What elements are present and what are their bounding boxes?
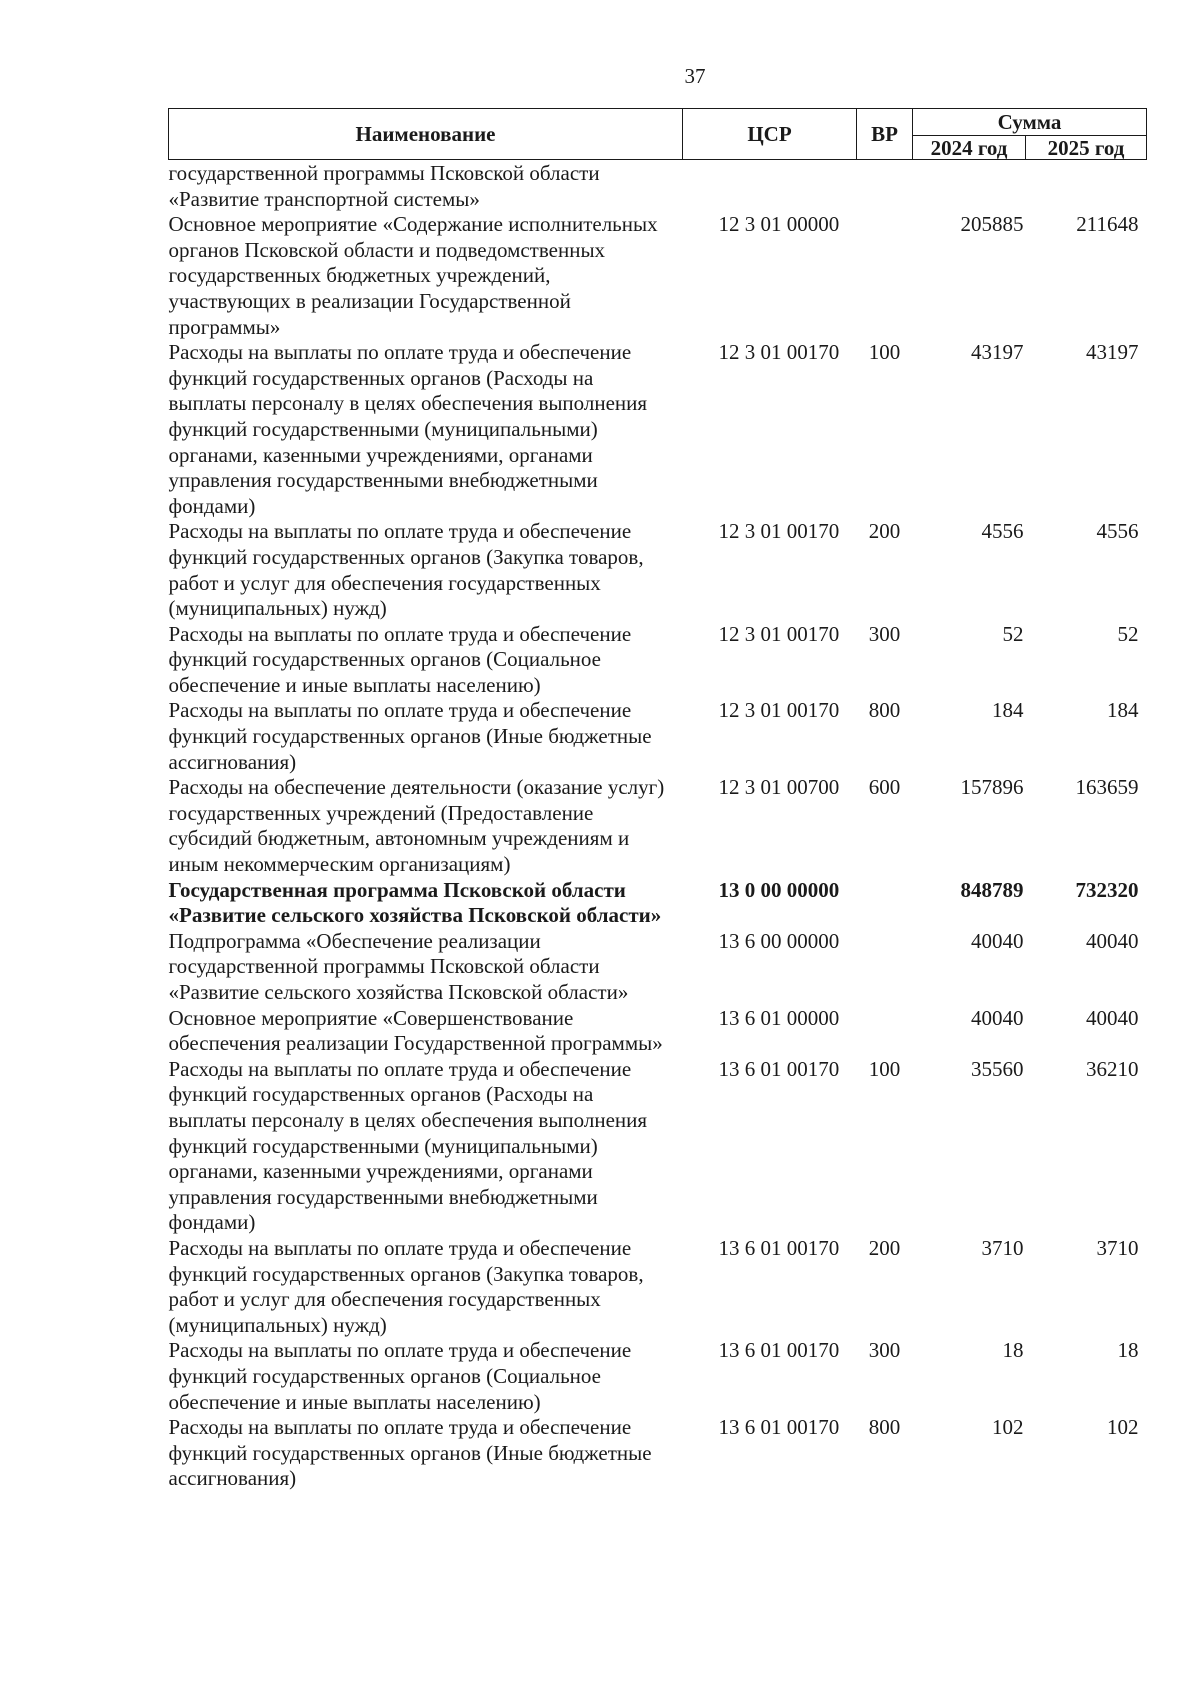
row-csr-code: 12 3 01 00000 bbox=[718, 212, 840, 237]
row-vr-code bbox=[857, 1006, 913, 1057]
row-amount-2025: 40040 bbox=[1086, 928, 1139, 953]
row-name: Основное мероприятие «Совершенствование обеспечения реализации Государственной программы» bbox=[168, 1005, 663, 1056]
row-vr-code bbox=[857, 160, 913, 213]
row-amount-2024: 184 bbox=[992, 698, 1024, 723]
budget-table bbox=[168, 108, 1147, 1492]
row-csr-code: 13 6 01 00000 bbox=[718, 1005, 840, 1030]
table-row bbox=[169, 212, 1147, 340]
table-row bbox=[169, 929, 1147, 1006]
table-body bbox=[169, 160, 1147, 1492]
row-csr-code: 13 6 01 00170 bbox=[718, 1338, 840, 1363]
table-row bbox=[169, 775, 1147, 877]
header-vr: ВР bbox=[857, 109, 913, 160]
row-amount-2025: 3710 bbox=[1096, 1235, 1139, 1260]
header-csr: ЦСР bbox=[683, 109, 857, 160]
row-vr-code: 200 bbox=[868, 519, 901, 544]
row-vr-code: 100 bbox=[868, 1056, 901, 1081]
row-amount-2024: 157896 bbox=[960, 775, 1024, 800]
row-vr-code: 600 bbox=[868, 775, 901, 800]
row-csr-code: 13 0 00 00000 bbox=[718, 877, 840, 902]
row-name: Расходы на выплаты по оплате труда и обеспечение функций государственных органов (Иные бюджетные ассигнования) bbox=[168, 698, 652, 774]
row-amount-2024: 848789 bbox=[960, 877, 1024, 902]
row-amount-2024: 18 bbox=[1002, 1338, 1024, 1363]
row-amount-2025: 40040 bbox=[1086, 1005, 1139, 1030]
row-amount-2024: 4556 bbox=[981, 519, 1024, 544]
row-amount-2024 bbox=[913, 160, 1026, 213]
row-name: Подпрограмма «Обеспечение реализации государственной программы Псковской области «Развитие сельского хозяйства Псковской области» bbox=[168, 928, 629, 1004]
header-name: Наименование bbox=[169, 109, 683, 160]
header-year-2025: 2025 год bbox=[1026, 136, 1147, 160]
row-amount-2024: 43197 bbox=[971, 340, 1024, 365]
row-amount-2025: 163659 bbox=[1075, 775, 1139, 800]
row-vr-code: 800 bbox=[868, 698, 901, 723]
row-csr-code: 12 3 01 00700 bbox=[718, 775, 840, 800]
row-name: Расходы на обеспечение деятельности (оказание услуг) государственных учреждений (Предоставление субсидий бюджетным, автономным учреждениям и иным некоммерческим организациям) bbox=[168, 775, 665, 877]
table-row bbox=[169, 160, 1147, 213]
table-row bbox=[169, 1057, 1147, 1236]
row-amount-2024: 102 bbox=[992, 1415, 1024, 1440]
table-row bbox=[169, 1415, 1147, 1492]
table-row bbox=[169, 519, 1147, 621]
row-csr-code: 12 3 01 00170 bbox=[718, 698, 840, 723]
row-vr-code: 300 bbox=[868, 1338, 901, 1363]
row-amount-2025: 732320 bbox=[1075, 877, 1139, 902]
row-vr-code bbox=[857, 212, 913, 340]
row-name: Расходы на выплаты по оплате труда и обеспечение функций государственных органов (Расходы на выплаты персоналу в целях обеспечения выполнения функций государственными (муниципальными) органами, казенными учреждениями, органами управления государственными внебюджетными фондами) bbox=[168, 340, 648, 518]
row-amount-2025: 36210 bbox=[1086, 1056, 1139, 1081]
table-row bbox=[169, 1006, 1147, 1057]
row-amount-2025: 43197 bbox=[1086, 340, 1139, 365]
row-name: Государственная программа Псковской области «Развитие сельского хозяйства Псковской области» bbox=[168, 877, 662, 928]
row-amount-2025: 102 bbox=[1107, 1415, 1139, 1440]
row-amount-2025: 4556 bbox=[1096, 519, 1139, 544]
page-number: 37 bbox=[684, 64, 706, 88]
row-vr-code bbox=[857, 929, 913, 1006]
row-csr-code: 13 6 01 00170 bbox=[718, 1415, 840, 1440]
table-row bbox=[169, 1338, 1147, 1415]
row-csr-code: 13 6 01 00170 bbox=[718, 1056, 840, 1081]
row-amount-2025 bbox=[1026, 160, 1147, 213]
table-header bbox=[169, 109, 1147, 160]
row-vr-code bbox=[857, 878, 913, 929]
row-amount-2024: 205885 bbox=[960, 212, 1024, 237]
row-csr-code bbox=[683, 160, 857, 213]
row-name: государственной программы Псковской области «Развитие транспортной системы» bbox=[168, 161, 600, 211]
row-vr-code: 300 bbox=[868, 621, 901, 646]
row-csr-code: 12 3 01 00170 bbox=[718, 340, 840, 365]
header-year-2024: 2024 год bbox=[913, 136, 1026, 160]
row-name: Расходы на выплаты по оплате труда и обеспечение функций государственных органов (Иные бюджетные ассигнования) bbox=[168, 1415, 652, 1491]
row-vr-code: 100 bbox=[868, 340, 901, 365]
table-row bbox=[169, 340, 1147, 519]
row-amount-2024: 40040 bbox=[971, 1005, 1024, 1030]
table-row bbox=[169, 622, 1147, 699]
table-row bbox=[169, 1236, 1147, 1338]
row-csr-code: 13 6 00 00000 bbox=[718, 928, 840, 953]
row-amount-2024: 35560 bbox=[971, 1056, 1024, 1081]
table-row bbox=[169, 698, 1147, 775]
row-vr-code: 200 bbox=[868, 1235, 901, 1260]
row-csr-code: 13 6 01 00170 bbox=[718, 1235, 840, 1260]
row-csr-code: 12 3 01 00170 bbox=[718, 621, 840, 646]
row-amount-2024: 52 bbox=[1002, 621, 1024, 646]
row-amount-2024: 3710 bbox=[981, 1235, 1024, 1260]
row-name: Расходы на выплаты по оплате труда и обеспечение функций государственных органов (Социальное обеспечение и иные выплаты населению) bbox=[168, 1338, 632, 1414]
row-name: Расходы на выплаты по оплате труда и обеспечение функций государственных органов (Закупка товаров, работ и услуг для обеспечения государственных (муниципальных) нужд) bbox=[168, 519, 644, 621]
row-amount-2025: 18 bbox=[1117, 1338, 1139, 1363]
row-name: Основное мероприятие «Содержание исполнительных органов Псковской области и подведомственных государственных бюджетных учреждений, участвующих в реализации Государственной программы» bbox=[168, 212, 658, 339]
row-csr-code: 12 3 01 00170 bbox=[718, 519, 840, 544]
header-sum: Сумма bbox=[913, 109, 1147, 136]
row-amount-2024: 40040 bbox=[971, 928, 1024, 953]
row-amount-2025: 52 bbox=[1117, 621, 1139, 646]
row-amount-2025: 211648 bbox=[1076, 212, 1139, 237]
row-name: Расходы на выплаты по оплате труда и обеспечение функций государственных органов (Социальное обеспечение и иные выплаты населению) bbox=[168, 621, 632, 697]
row-vr-code: 800 bbox=[868, 1415, 901, 1440]
row-name: Расходы на выплаты по оплате труда и обеспечение функций государственных органов (Закупка товаров, работ и услуг для обеспечения государственных (муниципальных) нужд) bbox=[168, 1235, 644, 1337]
row-amount-2025: 184 bbox=[1107, 698, 1139, 723]
table-row bbox=[169, 878, 1147, 929]
row-name: Расходы на выплаты по оплате труда и обеспечение функций государственных органов (Расходы на выплаты персоналу в целях обеспечения выполнения функций государственными (муниципальными) органами, казенными учреждениями, органами управления государственными внебюджетными фондами) bbox=[168, 1056, 648, 1235]
